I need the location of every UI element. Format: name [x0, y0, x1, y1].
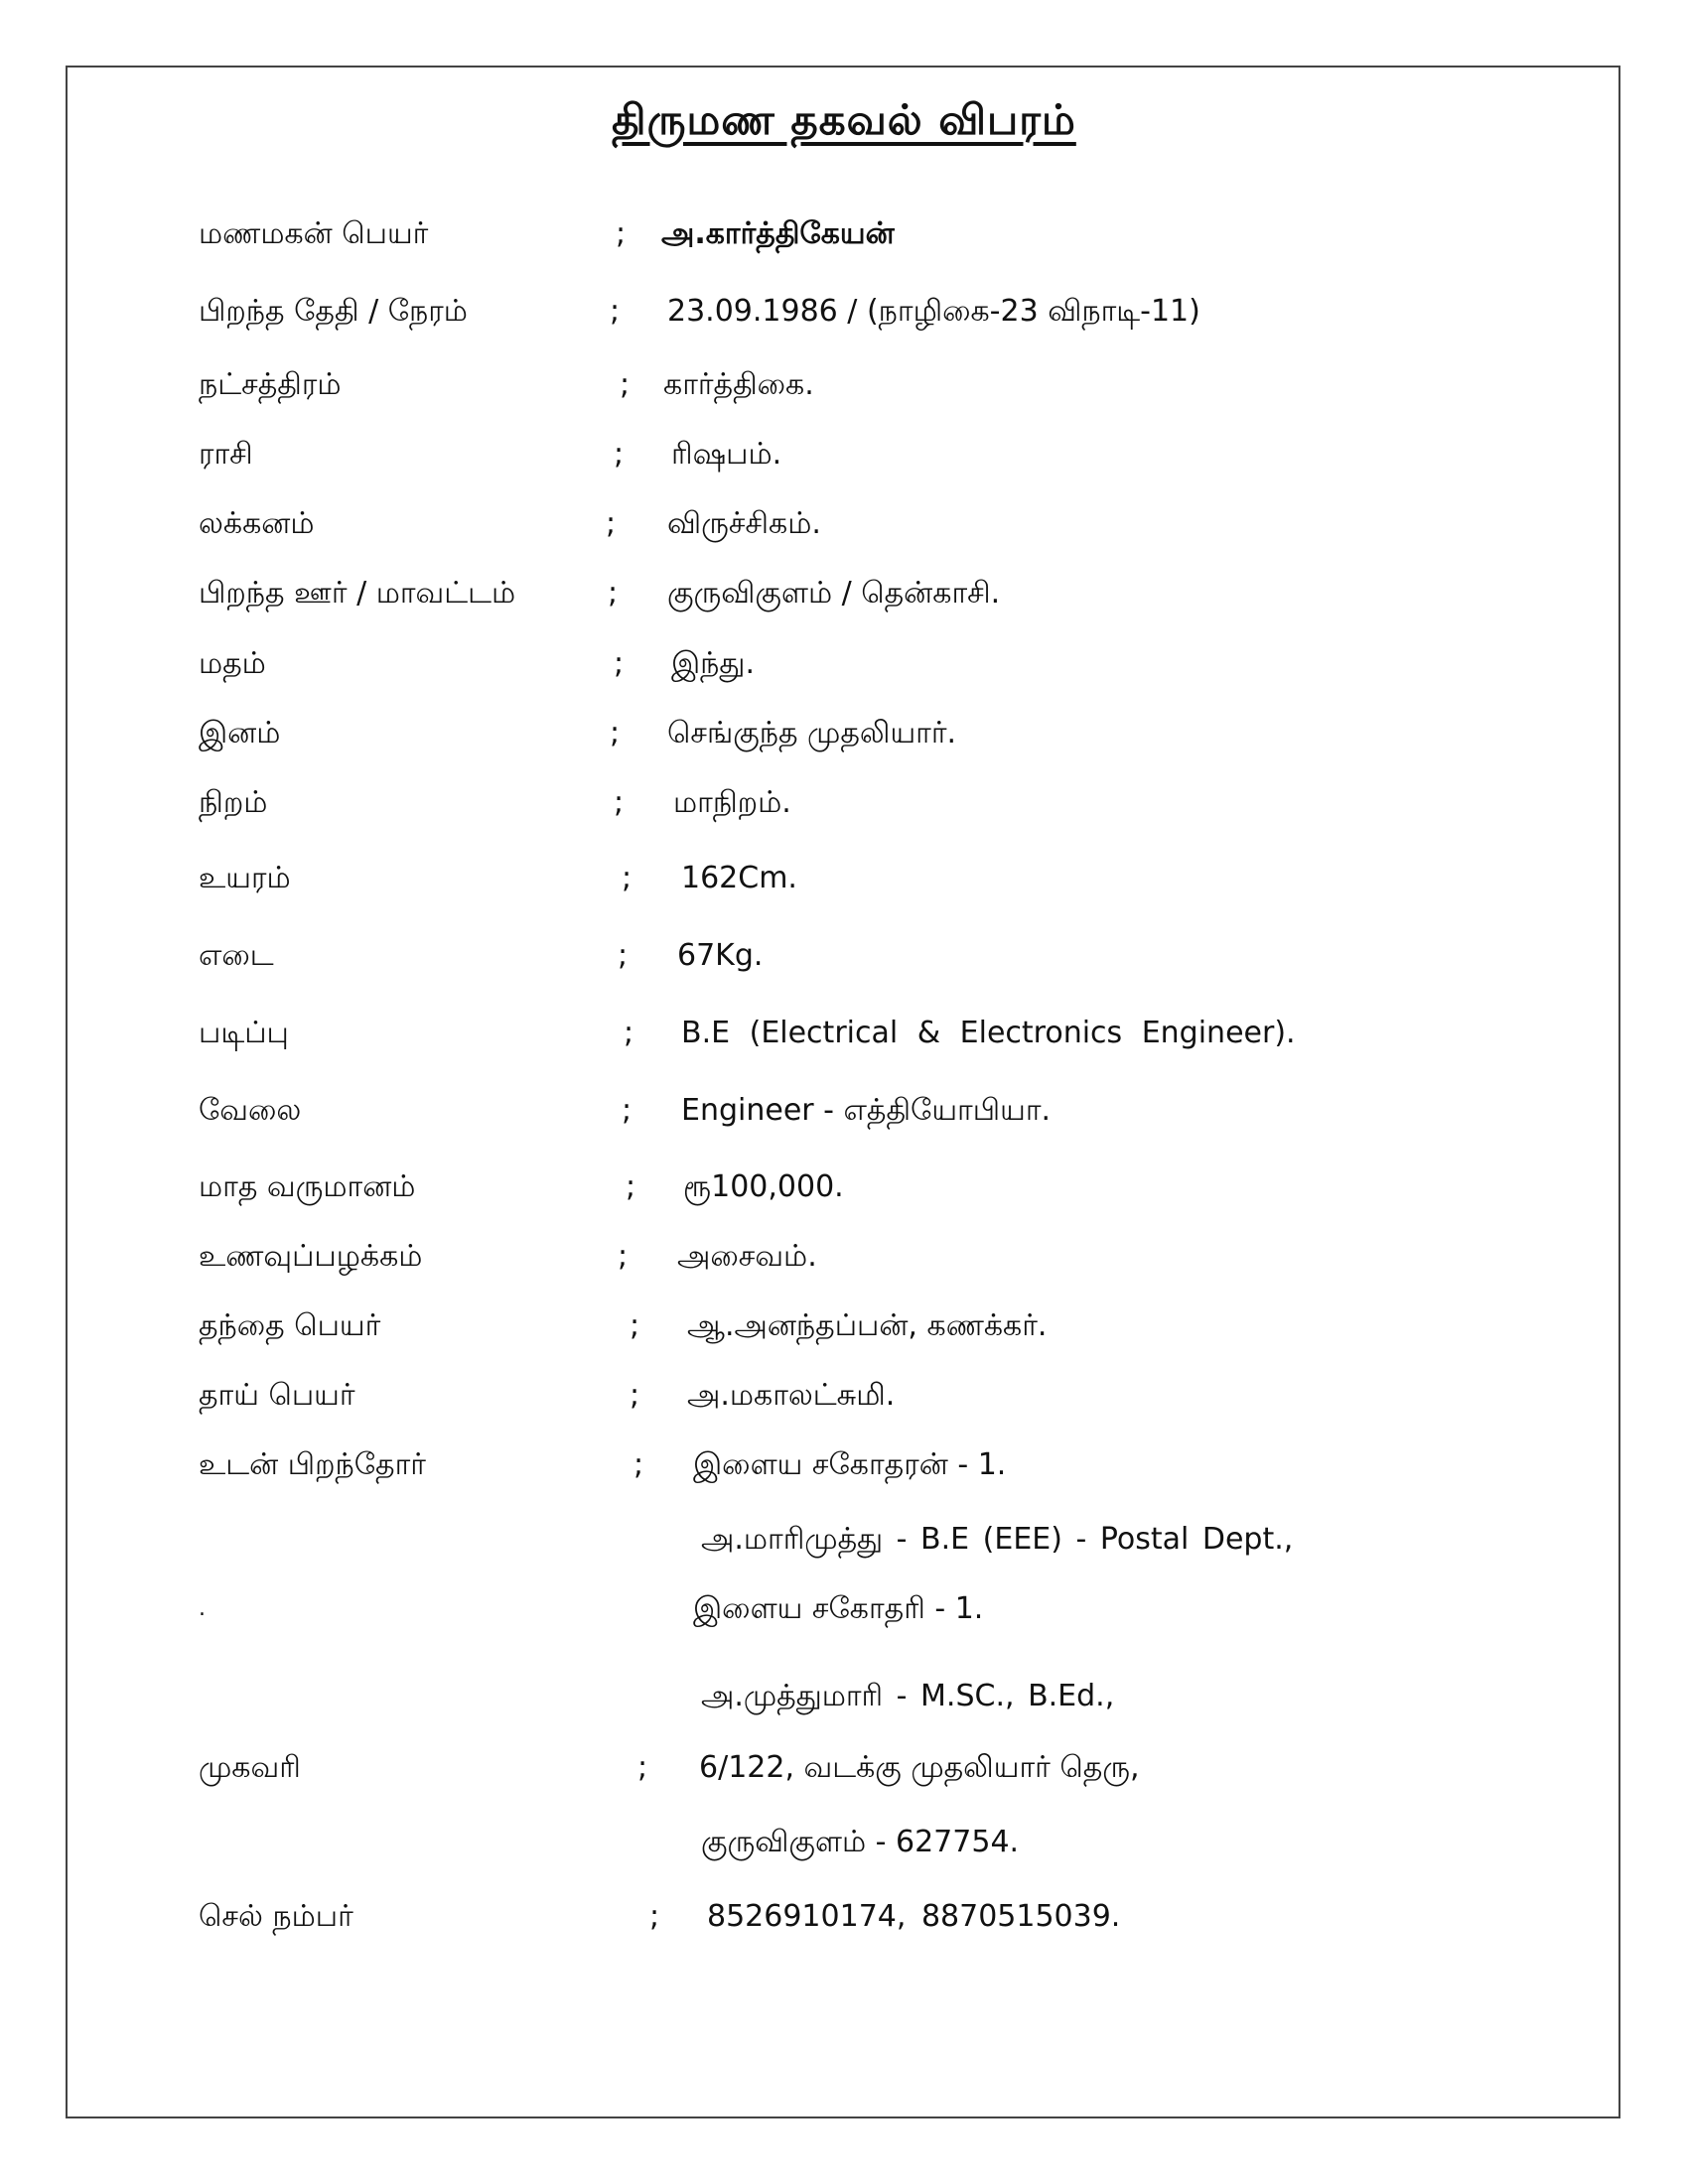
- value-rasi: ரிஷபம்.: [671, 437, 782, 472]
- separator: ;: [630, 1378, 640, 1413]
- value-job: Engineer - எத்தியோபியா.: [681, 1093, 1052, 1128]
- label-caste: இனம்: [199, 716, 281, 751]
- value-birth-date-time: 23.09.1986 / (நாழிகை-23 விநாடி-11): [667, 294, 1200, 329]
- row-height: [0, 853, 1688, 904]
- separator: ;: [626, 1169, 636, 1204]
- row-complexion: [0, 777, 1688, 829]
- value-height: 162Cm.: [681, 861, 797, 895]
- row-caste: [0, 708, 1688, 759]
- row-job: [0, 1085, 1688, 1137]
- label-height: உயரம்: [199, 861, 291, 895]
- value-address-line-1: 6/122, வடக்கு முதலியார் தெரு,: [699, 1750, 1140, 1785]
- row-rasi: [0, 429, 1688, 480]
- value-address-line-2: குருவிகுளம் - 627754.: [701, 1825, 1020, 1859]
- row-education: [0, 1008, 1688, 1059]
- separator: ;: [614, 646, 625, 681]
- row-star: [0, 359, 1688, 411]
- label-weight: எடை: [199, 938, 274, 973]
- value-siblings-line-3: இளைய சகோதரி - 1.: [693, 1591, 984, 1626]
- value-religion: இந்து.: [671, 646, 755, 681]
- label-lagnam: லக்கனம்: [199, 506, 315, 541]
- label-cell-number: செல் நம்பர்: [199, 1899, 353, 1934]
- separator: ;: [622, 1093, 633, 1128]
- value-cell-number: 8526910174, 8870515039.: [707, 1899, 1121, 1934]
- separator: ;: [608, 576, 619, 611]
- separator: ;: [649, 1899, 660, 1934]
- separator: ;: [620, 367, 631, 402]
- separator: ;: [618, 938, 629, 973]
- label-monthly-income: மாத வருமானம்: [199, 1169, 416, 1204]
- label-birth-place: பிறந்த ஊர் / மாவட்டம்: [199, 576, 516, 611]
- label-food-habit: உணவுப்பழக்கம்: [199, 1239, 423, 1274]
- separator: ;: [606, 506, 617, 541]
- value-education: B.E (Electrical & Electronics Engineer).: [681, 1016, 1296, 1050]
- row-mother-name: [0, 1370, 1688, 1422]
- separator: ;: [610, 716, 621, 751]
- value-groom-name: அ.கார்த்திகேயன்: [661, 216, 895, 251]
- row-cell-number: [0, 1891, 1688, 1943]
- value-lagnam: விருச்சிகம்.: [667, 506, 821, 541]
- label-birth-date-time: பிறந்த தேதி / நேரம்: [199, 294, 468, 329]
- separator: ;: [614, 437, 625, 472]
- label-education: படிப்பு: [199, 1016, 289, 1050]
- value-weight: 67Kg.: [677, 938, 764, 973]
- separator: ;: [637, 1750, 648, 1785]
- row-food-habit: [0, 1231, 1688, 1283]
- value-siblings-line-2: அ.மாரிமுத்து - B.E (EEE) - Postal Dept.,: [701, 1522, 1294, 1557]
- row-groom-name: [0, 208, 1688, 260]
- label-address: முகவரி: [199, 1750, 301, 1785]
- row-siblings: [0, 1439, 1688, 1491]
- document-title: திருமண தகவல் விபரம்: [612, 95, 1076, 144]
- value-siblings-line-1: இளைய சகோதரன் - 1.: [693, 1447, 1007, 1482]
- row-lagnam: [0, 498, 1688, 550]
- row-monthly-income: [0, 1161, 1688, 1213]
- label-job: வேலை: [199, 1093, 302, 1128]
- value-star: கார்த்திகை.: [663, 367, 814, 402]
- label-mother-name: தாய் பெயர்: [199, 1378, 355, 1413]
- label-rasi: ராசி: [199, 437, 253, 472]
- label-religion: மதம்: [199, 646, 266, 681]
- separator: ;: [614, 785, 625, 820]
- label-siblings: உடன் பிறந்தோர்: [199, 1447, 426, 1482]
- row-birth-place: [0, 568, 1688, 619]
- row-birth-date-time: [0, 286, 1688, 338]
- value-caste: செங்குந்த முதலியார்.: [667, 716, 957, 751]
- value-food-habit: அசைவம்.: [677, 1239, 817, 1274]
- value-mother-name: அ.மகாலட்சுமி.: [687, 1378, 896, 1413]
- separator: ;: [610, 294, 621, 329]
- separator: ;: [618, 1239, 629, 1274]
- row-weight: [0, 930, 1688, 982]
- row-father-name: [0, 1300, 1688, 1352]
- value-monthly-income: ரூ100,000.: [683, 1169, 844, 1204]
- row-address: [0, 1742, 1688, 1794]
- separator: ;: [616, 216, 627, 251]
- separator: ;: [624, 1016, 634, 1050]
- label-father-name: தந்தை பெயர்: [199, 1308, 381, 1343]
- label-complexion: நிறம்: [199, 785, 268, 820]
- separator: ;: [630, 1308, 640, 1343]
- label-star: நட்சத்திரம்: [199, 367, 342, 402]
- row-religion: [0, 638, 1688, 690]
- separator: ;: [633, 1447, 644, 1482]
- value-siblings-line-4: அ.முத்துமாரி - M.SC., B.Ed.,: [701, 1679, 1115, 1713]
- value-father-name: ஆ.அனந்தப்பன், கணக்கர்.: [687, 1308, 1048, 1343]
- value-complexion: மாநிறம்.: [673, 785, 791, 820]
- separator: ;: [622, 861, 633, 895]
- stray-dot-mark: .: [199, 1596, 206, 1621]
- label-groom-name: மணமகன் பெயர்: [199, 216, 429, 251]
- value-birth-place: குருவிகுளம் / தென்காசி.: [667, 576, 1001, 611]
